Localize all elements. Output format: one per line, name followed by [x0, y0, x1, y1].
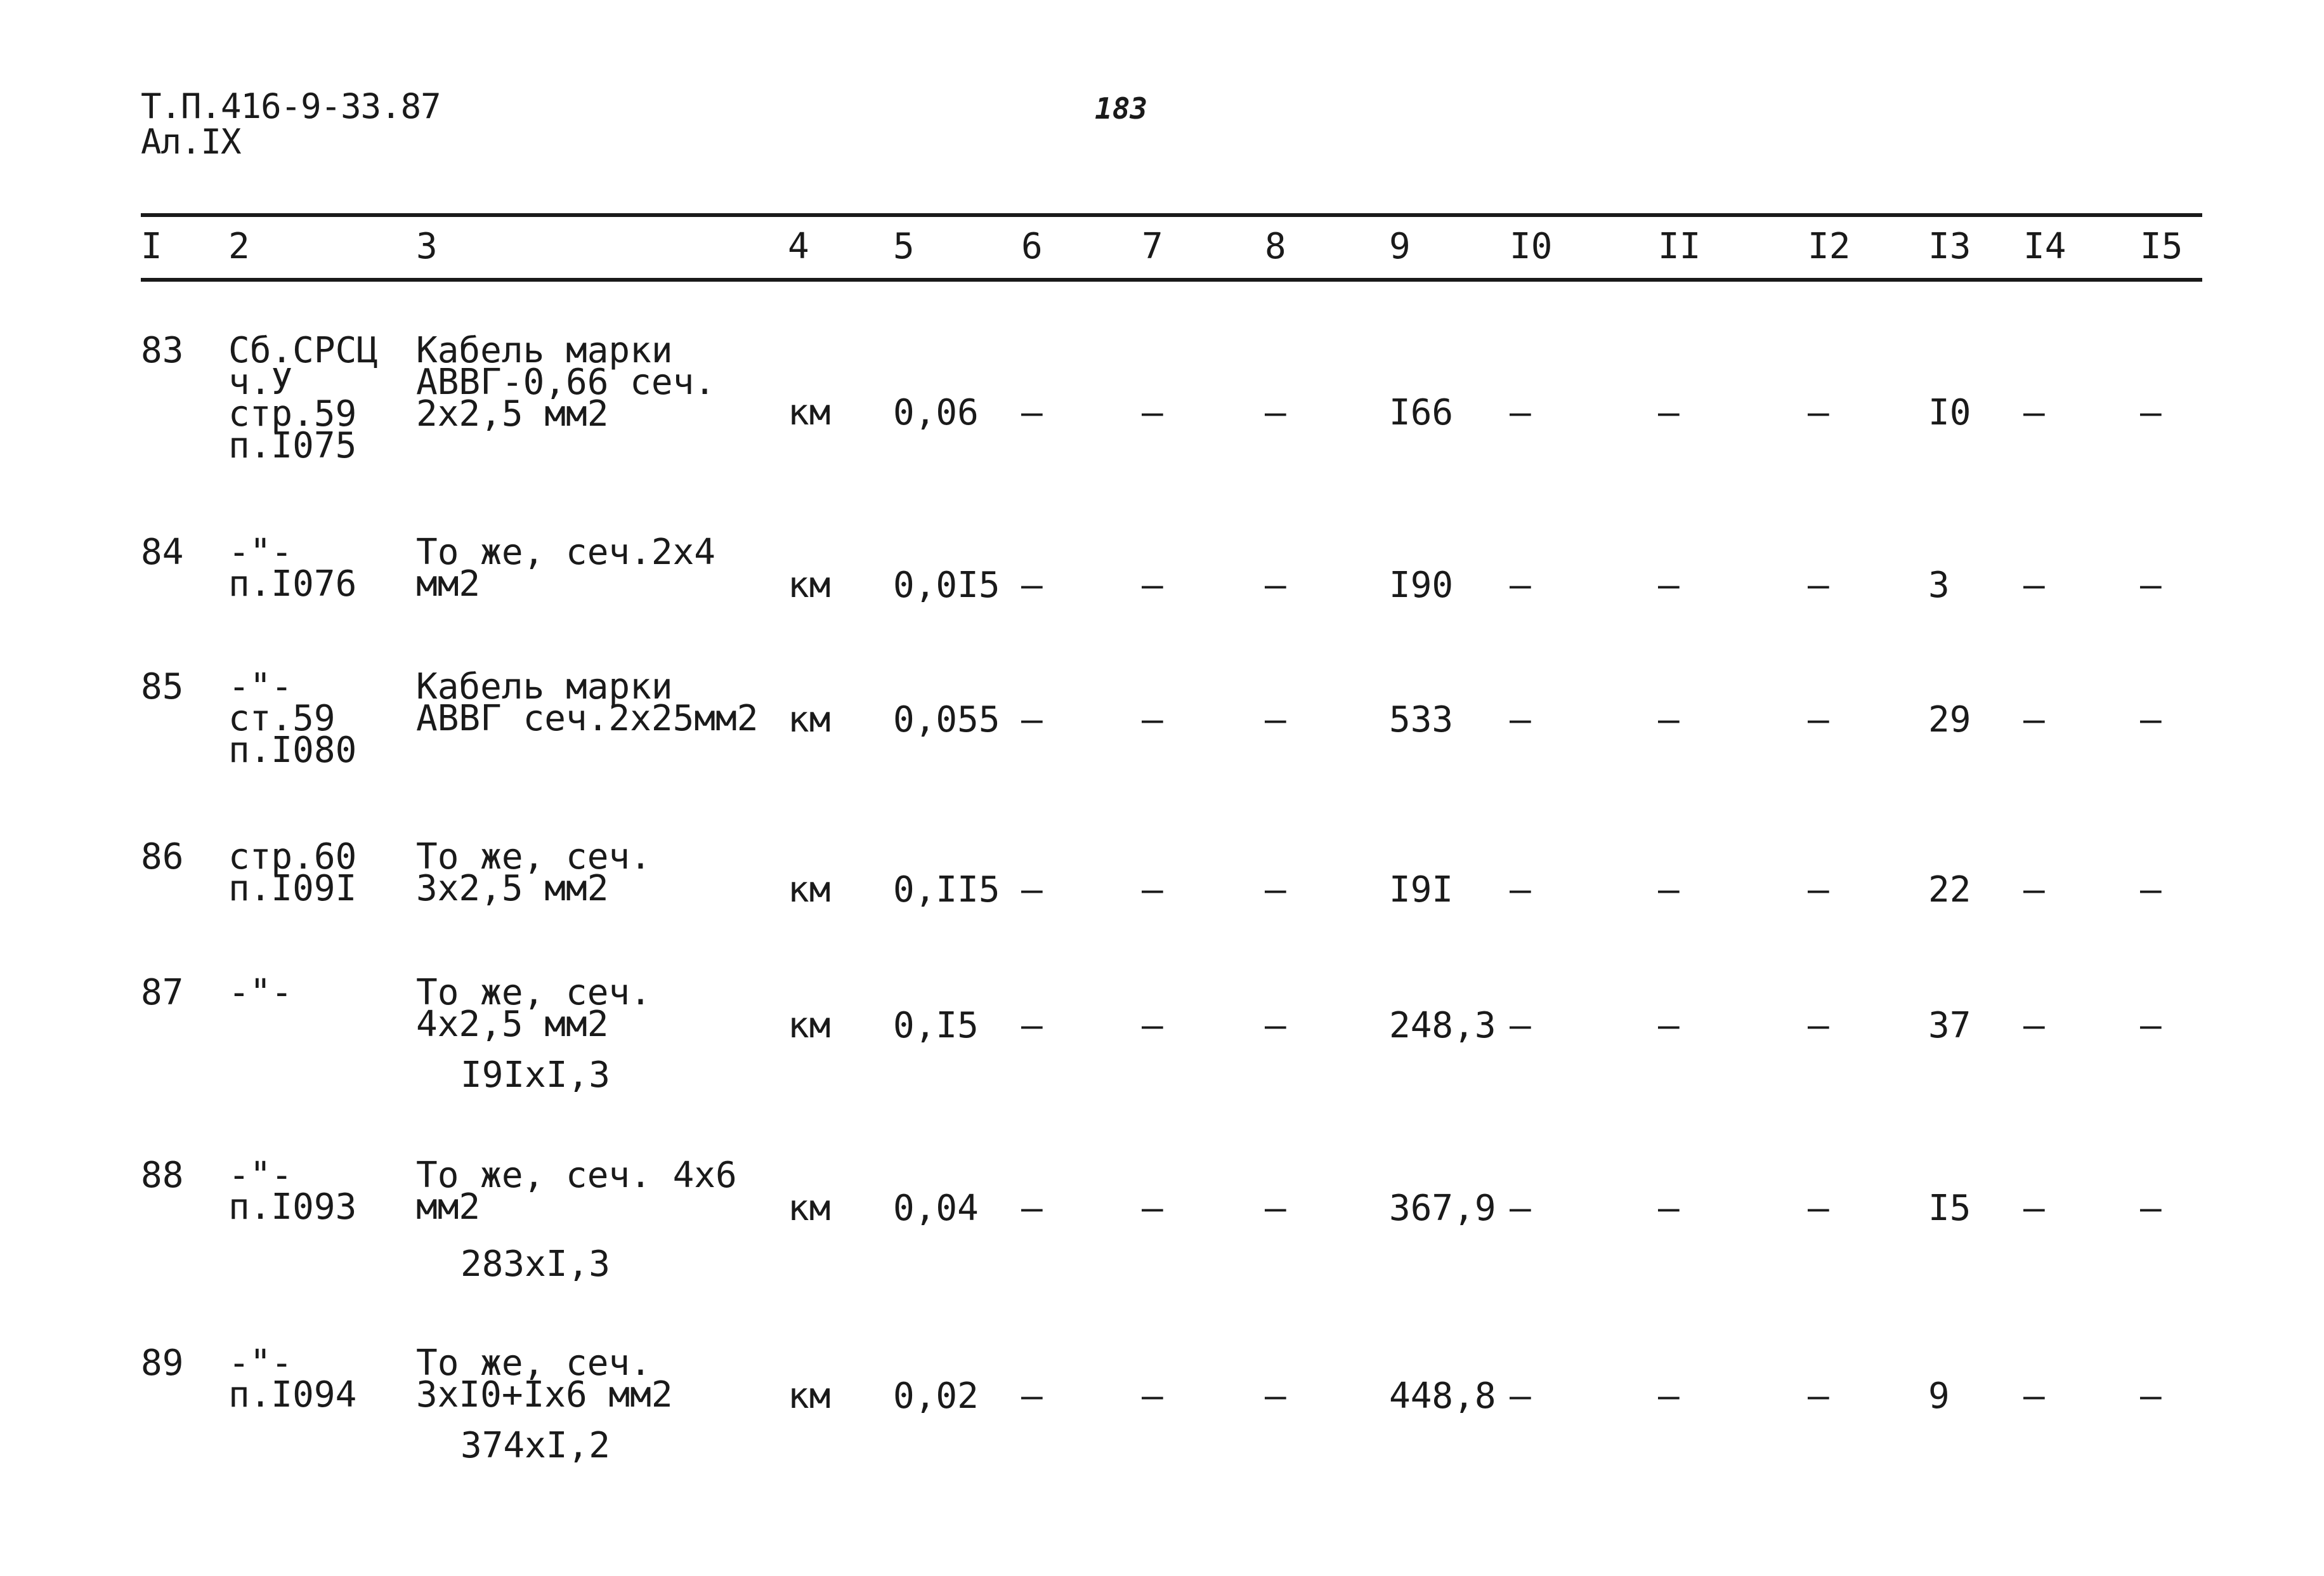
row-col-12: –	[1808, 392, 1829, 433]
row-col-9: I66	[1389, 392, 1454, 433]
row-unit: км	[788, 1188, 831, 1229]
row-number: 86	[141, 836, 184, 877]
row-quantity: 0,02	[893, 1376, 979, 1417]
row-col-14: –	[2023, 1005, 2045, 1046]
row-col-13: I0	[1928, 392, 1971, 433]
doc-code-line2: Ал.IX	[141, 122, 241, 162]
row-quantity: 0,055	[893, 699, 1000, 740]
row-col-9: 367,9	[1389, 1188, 1496, 1229]
doc-code-line1: Т.П.416-9-33.87	[141, 86, 441, 126]
row-col-6: –	[1021, 392, 1043, 433]
row-col-12: –	[1808, 1188, 1829, 1229]
row-col-9: 248,3	[1389, 1005, 1496, 1046]
column-header-4: 4	[788, 226, 809, 267]
column-header-12: I2	[1808, 226, 1851, 267]
row-calculation-note: 283хI,3	[460, 1244, 611, 1285]
column-header-14: I4	[2023, 226, 2066, 267]
row-col-7: –	[1142, 1188, 1163, 1229]
row-unit: км	[788, 392, 831, 433]
table-header-row	[0, 226, 2324, 270]
column-header-10: I0	[1510, 226, 1553, 267]
row-col-15: –	[2140, 1188, 2162, 1229]
row-number: 83	[141, 330, 184, 371]
row-col-15: –	[2140, 869, 2162, 910]
row-description: То же, сеч. 4х6 мм2	[416, 1155, 737, 1228]
row-col-12: –	[1808, 869, 1829, 910]
row-col-8: –	[1265, 1005, 1286, 1046]
column-header-7: 7	[1142, 226, 1163, 267]
row-reference: -"- п.I076	[228, 532, 357, 605]
row-unit: км	[788, 1376, 831, 1417]
row-description: То же, сеч. 4х2,5 мм2	[416, 972, 651, 1045]
row-col-14: –	[2023, 392, 2045, 433]
column-header-2: 2	[228, 226, 250, 267]
row-col-14: –	[2023, 565, 2045, 606]
row-col-12: –	[1808, 565, 1829, 606]
row-col-10: –	[1510, 392, 1531, 433]
row-col-6: –	[1021, 699, 1043, 740]
row-col-13: 22	[1928, 869, 1971, 910]
row-col-13: 37	[1928, 1005, 1971, 1046]
row-col-9: 448,8	[1389, 1376, 1496, 1417]
row-unit: км	[788, 565, 831, 606]
row-col-6: –	[1021, 565, 1043, 606]
row-reference: -"-	[228, 972, 293, 1013]
row-quantity: 0,06	[893, 392, 979, 433]
row-col-11: –	[1658, 1376, 1680, 1417]
row-reference: стр.60 п.I09I	[228, 836, 357, 909]
row-unit: км	[788, 1005, 831, 1046]
row-col-13: 9	[1928, 1376, 1950, 1417]
row-col-11: –	[1658, 565, 1680, 606]
row-col-9: I90	[1389, 565, 1454, 606]
row-col-13: I5	[1928, 1188, 1971, 1229]
row-col-8: –	[1265, 1376, 1286, 1417]
row-col-15: –	[2140, 392, 2162, 433]
row-quantity: 0,04	[893, 1188, 979, 1229]
row-col-8: –	[1265, 869, 1286, 910]
row-col-9: 533	[1389, 699, 1454, 740]
row-col-13: 3	[1928, 565, 1950, 606]
column-header-6: 6	[1021, 226, 1043, 267]
column-header-11: II	[1658, 226, 1701, 267]
row-col-14: –	[2023, 1376, 2045, 1417]
row-description: То же, сеч. 3хI0+Iх6 мм2	[416, 1343, 673, 1415]
row-col-12: –	[1808, 1376, 1829, 1417]
row-quantity: 0,II5	[893, 869, 1000, 910]
row-col-10: –	[1510, 699, 1531, 740]
row-description: Кабель марки АВВГ-0,66 сеч. 2х2,5 мм2	[416, 330, 716, 435]
row-col-7: –	[1142, 565, 1163, 606]
row-col-15: –	[2140, 565, 2162, 606]
row-quantity: 0,0I5	[893, 565, 1000, 606]
row-reference: -"- п.I094	[228, 1343, 357, 1415]
column-header-15: I5	[2140, 226, 2183, 267]
row-col-7: –	[1142, 1376, 1163, 1417]
row-reference: -"- п.I093	[228, 1155, 357, 1228]
row-col-12: –	[1808, 699, 1829, 740]
row-quantity: 0,I5	[893, 1005, 979, 1046]
row-col-10: –	[1510, 1376, 1531, 1417]
column-header-9: 9	[1389, 226, 1411, 267]
row-col-6: –	[1021, 1376, 1043, 1417]
row-description: То же, сеч.2х4 мм2	[416, 532, 716, 605]
row-col-13: 29	[1928, 699, 1971, 740]
row-col-15: –	[2140, 1005, 2162, 1046]
column-header-5: 5	[893, 226, 915, 267]
row-col-11: –	[1658, 869, 1680, 910]
row-col-11: –	[1658, 392, 1680, 433]
row-col-6: –	[1021, 869, 1043, 910]
row-number: 88	[141, 1155, 184, 1196]
row-unit: км	[788, 699, 831, 740]
row-col-10: –	[1510, 1005, 1531, 1046]
column-header-13: I3	[1928, 226, 1971, 267]
column-header-1: I	[141, 226, 162, 267]
row-col-7: –	[1142, 392, 1163, 433]
row-col-11: –	[1658, 699, 1680, 740]
row-col-10: –	[1510, 565, 1531, 606]
row-col-14: –	[2023, 869, 2045, 910]
row-col-8: –	[1265, 392, 1286, 433]
row-reference: Сб.СРСЦ ч.У стр.59 п.I075	[228, 330, 379, 466]
row-col-6: –	[1021, 1005, 1043, 1046]
row-col-11: –	[1658, 1188, 1680, 1229]
row-col-7: –	[1142, 699, 1163, 740]
row-col-8: –	[1265, 699, 1286, 740]
table-top-rule	[141, 213, 2202, 217]
row-col-15: –	[2140, 1376, 2162, 1417]
row-col-6: –	[1021, 1188, 1043, 1229]
row-col-15: –	[2140, 699, 2162, 740]
row-col-7: –	[1142, 869, 1163, 910]
row-reference: -"- ст.59 п.I080	[228, 666, 357, 771]
row-calculation-note: 374хI,2	[460, 1425, 611, 1466]
row-col-12: –	[1808, 1005, 1829, 1046]
row-number: 84	[141, 532, 184, 573]
row-number: 85	[141, 666, 184, 707]
row-calculation-note: I9IхI,3	[460, 1054, 611, 1096]
document-code	[141, 86, 441, 162]
row-col-9: I9I	[1389, 869, 1454, 910]
row-col-8: –	[1265, 565, 1286, 606]
row-col-8: –	[1265, 1188, 1286, 1229]
row-description: То же, сеч. 3х2,5 мм2	[416, 836, 651, 909]
row-col-14: –	[2023, 1188, 2045, 1229]
row-number: 89	[141, 1343, 184, 1384]
row-col-10: –	[1510, 1188, 1531, 1229]
row-col-10: –	[1510, 869, 1531, 910]
row-col-11: –	[1658, 1005, 1680, 1046]
row-description: Кабель марки АВВГ сеч.2х25мм2	[416, 666, 759, 739]
column-header-8: 8	[1265, 226, 1286, 267]
table-header-rule	[141, 278, 2202, 282]
row-col-14: –	[2023, 699, 2045, 740]
page-number: 183	[1095, 91, 1148, 126]
row-unit: км	[788, 869, 831, 910]
row-col-7: –	[1142, 1005, 1163, 1046]
column-header-3: 3	[416, 226, 438, 267]
row-number: 87	[141, 972, 184, 1013]
